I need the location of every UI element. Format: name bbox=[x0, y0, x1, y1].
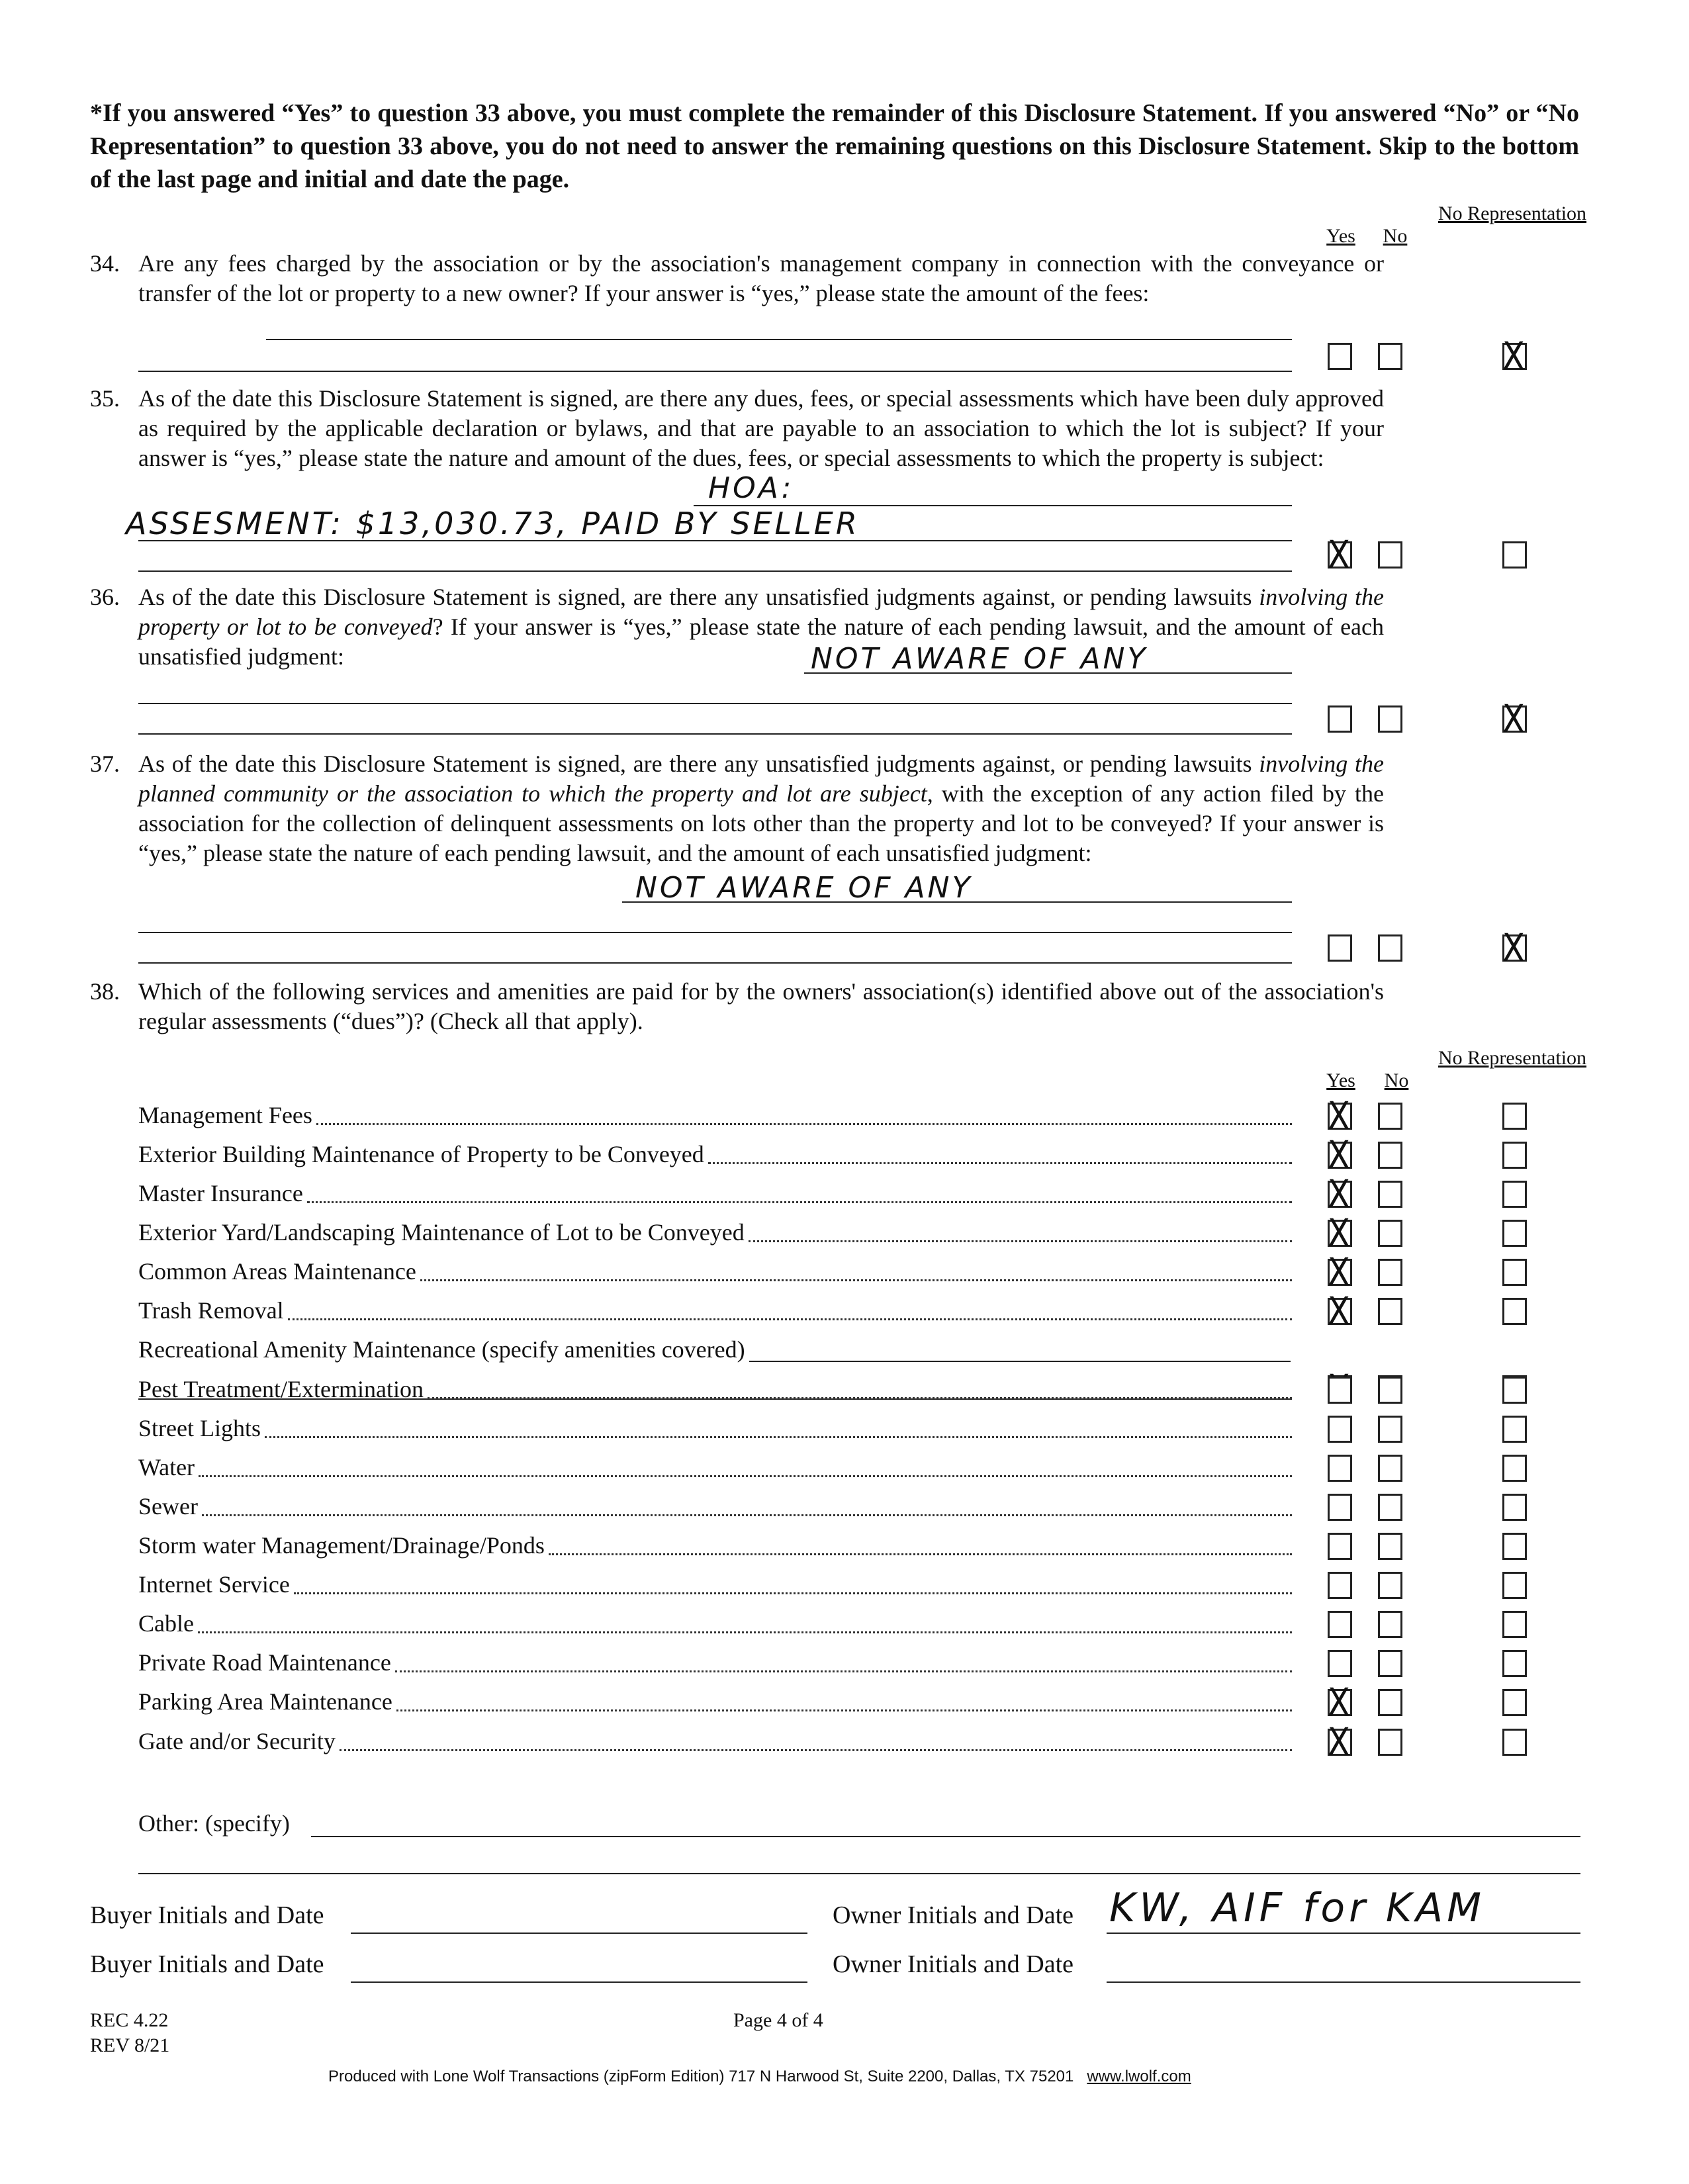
leader-dots bbox=[396, 1709, 1292, 1711]
service-label: Common Areas Maintenance bbox=[138, 1258, 416, 1285]
service-no-checkbox[interactable] bbox=[1378, 1416, 1402, 1443]
service-yes-checkbox[interactable] bbox=[1328, 1298, 1352, 1325]
service-no-representation-checkbox[interactable] bbox=[1502, 1416, 1527, 1443]
service-label: Sewer bbox=[138, 1493, 198, 1520]
buyer-initials-label: Buyer Initials and Date bbox=[90, 1950, 324, 1978]
leader-dots bbox=[428, 1397, 1292, 1399]
service-yes-checkbox[interactable] bbox=[1328, 1689, 1352, 1716]
service-no-checkbox[interactable] bbox=[1378, 1377, 1402, 1404]
col-header-no: No bbox=[1383, 225, 1408, 247]
service-label: Pest Treatment/Extermination bbox=[138, 1376, 424, 1402]
page-number: Page 4 of 4 bbox=[733, 2009, 823, 2031]
leader-dots bbox=[265, 1436, 1292, 1438]
leader-dots bbox=[420, 1279, 1292, 1281]
q34-no-checkbox[interactable] bbox=[1378, 343, 1402, 370]
service-yes-checkbox[interactable] bbox=[1328, 1611, 1352, 1638]
owner-initials-label: Owner Initials and Date bbox=[833, 1901, 1074, 1929]
col-header-no-representation: No Representation bbox=[1438, 1047, 1587, 1069]
leader-dots bbox=[294, 1592, 1292, 1594]
q34-yes-checkbox[interactable] bbox=[1328, 343, 1352, 370]
q37-yes-checkbox[interactable] bbox=[1328, 934, 1352, 962]
question-text: As of the date this Disclosure Statement is signed, are there any unsatisfied judgments against, or pending lawsuits involving the property or lot to be conveyed? If your answer is “yes,” please state the nature of each pending lawsuit, and the amount of each unsatisfied judgment: bbox=[138, 584, 1384, 670]
service-no-checkbox[interactable] bbox=[1378, 1220, 1402, 1247]
answer-line bbox=[138, 703, 1292, 704]
owner-initials-field[interactable] bbox=[1107, 1981, 1580, 1983]
service-yes-checkbox[interactable] bbox=[1328, 1533, 1352, 1560]
q35-no-checkbox[interactable] bbox=[1378, 541, 1402, 569]
service-no-representation-checkbox[interactable] bbox=[1502, 1259, 1527, 1286]
service-label: Parking Area Maintenance bbox=[138, 1688, 392, 1715]
service-no-representation-checkbox[interactable] bbox=[1502, 1650, 1527, 1677]
service-no-checkbox[interactable] bbox=[1378, 1259, 1402, 1286]
col-header-yes: Yes bbox=[1326, 1069, 1355, 1091]
question-text: Which of the following services and amenities are paid for by the owners' association(s) identified above out of the association's regular assessments (“dues”)? (Check all that apply). bbox=[138, 978, 1384, 1034]
q36-yes-checkbox[interactable] bbox=[1328, 705, 1352, 733]
answer-line bbox=[138, 570, 1292, 572]
service-no-checkbox[interactable] bbox=[1378, 1181, 1402, 1208]
service-no-representation-checkbox[interactable] bbox=[1502, 1103, 1527, 1130]
service-no-representation-checkbox[interactable] bbox=[1502, 1611, 1527, 1638]
other-specify-label: Other: (specify) bbox=[138, 1810, 290, 1837]
col-header-yes: Yes bbox=[1326, 225, 1355, 247]
service-no-checkbox[interactable] bbox=[1378, 1298, 1402, 1325]
service-no-representation-checkbox[interactable] bbox=[1502, 1533, 1527, 1560]
service-no-representation-checkbox[interactable] bbox=[1502, 1181, 1527, 1208]
q35-answer-handwritten: ASSESMENT: $13,030.73, PAID BY SELLER bbox=[126, 506, 860, 541]
amenities-specify-line bbox=[749, 1361, 1291, 1362]
form-revision: REV 8/21 bbox=[90, 2034, 170, 2056]
service-no-checkbox[interactable] bbox=[1378, 1494, 1402, 1521]
service-label: Storm water Management/Drainage/Ponds bbox=[138, 1532, 545, 1559]
service-label: Private Road Maintenance bbox=[138, 1649, 391, 1676]
service-yes-checkbox[interactable] bbox=[1328, 1103, 1352, 1130]
service-no-checkbox[interactable] bbox=[1378, 1142, 1402, 1169]
leader-dots bbox=[199, 1475, 1292, 1477]
service-label: Master Insurance bbox=[138, 1180, 303, 1206]
question-text: As of the date this Disclosure Statement is signed, are there any dues, fees, or special assessments which have been duly approved as required by the applicable declaration or bylaws, and that are payable to an association to which the lot is subject? If your answer is “yes,” please state the nature and amount of the dues, fees, or special assessments to which the property is subject: bbox=[138, 385, 1384, 471]
service-yes-checkbox[interactable] bbox=[1328, 1494, 1352, 1521]
service-label: Internet Service bbox=[138, 1571, 290, 1598]
question-number: 37. bbox=[90, 751, 120, 777]
leader-dots bbox=[307, 1201, 1292, 1203]
service-no-checkbox[interactable] bbox=[1378, 1650, 1402, 1677]
question-number: 36. bbox=[90, 584, 120, 610]
q35-answer-handwritten: HOA: bbox=[708, 471, 794, 505]
service-no-checkbox[interactable] bbox=[1378, 1533, 1402, 1560]
question-text: Are any fees charged by the association or by the association's management company in connection with the conveyance or transfer of the lot or property to a new owner? If your answer is “yes,” please state the amount of the fees: bbox=[138, 250, 1384, 306]
leader-dots bbox=[549, 1553, 1292, 1555]
service-yes-checkbox[interactable] bbox=[1328, 1729, 1352, 1756]
service-no-checkbox[interactable] bbox=[1378, 1103, 1402, 1130]
service-no-representation-checkbox[interactable] bbox=[1502, 1729, 1527, 1756]
service-no-representation-checkbox[interactable] bbox=[1502, 1220, 1527, 1247]
service-label: Exterior Yard/Landscaping Maintenance of Lot to be Conveyed bbox=[138, 1219, 745, 1246]
col-header-no: No bbox=[1384, 1069, 1409, 1091]
q37-no-representation-checkbox[interactable] bbox=[1502, 934, 1527, 962]
answer-line bbox=[138, 733, 1292, 735]
col-header-no-representation: No Representation bbox=[1438, 203, 1587, 224]
q35-yes-checkbox[interactable] bbox=[1328, 541, 1352, 569]
service-no-representation-checkbox[interactable] bbox=[1502, 1298, 1527, 1325]
answer-line bbox=[138, 371, 1292, 372]
question-number: 38. bbox=[90, 978, 120, 1005]
q36-no-representation-checkbox[interactable] bbox=[1502, 705, 1527, 733]
leader-dots bbox=[316, 1123, 1292, 1125]
owner-initials-field[interactable] bbox=[1107, 1933, 1580, 1934]
q36-no-checkbox[interactable] bbox=[1378, 705, 1402, 733]
service-label: Recreational Amenity Maintenance (specify amenities covered) bbox=[138, 1336, 745, 1363]
q34-no-representation-checkbox[interactable] bbox=[1502, 343, 1527, 370]
leader-dots bbox=[749, 1240, 1292, 1242]
q37-no-checkbox[interactable] bbox=[1378, 934, 1402, 962]
service-yes-checkbox[interactable] bbox=[1328, 1416, 1352, 1443]
other-specify-line bbox=[311, 1836, 1580, 1837]
question-number: 34. bbox=[90, 250, 120, 277]
service-yes-checkbox[interactable] bbox=[1328, 1377, 1352, 1404]
service-label: Street Lights bbox=[138, 1415, 261, 1441]
q37-answer-handwritten: NOT AWARE OF ANY bbox=[635, 871, 973, 905]
service-yes-checkbox[interactable] bbox=[1328, 1650, 1352, 1677]
buyer-initials-label: Buyer Initials and Date bbox=[90, 1901, 324, 1929]
other-specify-line bbox=[138, 1873, 1580, 1874]
service-yes-checkbox[interactable] bbox=[1328, 1455, 1352, 1482]
service-no-representation-checkbox[interactable] bbox=[1502, 1142, 1527, 1169]
answer-line bbox=[138, 932, 1292, 933]
answer-line bbox=[138, 962, 1292, 964]
service-yes-checkbox[interactable] bbox=[1328, 1220, 1352, 1247]
service-no-representation-checkbox[interactable] bbox=[1502, 1377, 1527, 1404]
owner-initials-label: Owner Initials and Date bbox=[833, 1950, 1074, 1978]
intro-instructions: *If you answered “Yes” to question 33 above, you must complete the remainder of this Disclosure Statement. If you answered “No” or “No Representation” to question 33 above, you do not need to answer the remaining questions on this Disclosure Statement. Skip to the bottom of the last page and initial and date the page. bbox=[90, 99, 1579, 193]
service-yes-checkbox[interactable] bbox=[1328, 1572, 1352, 1599]
owner-initials-handwritten: KW, AIF for KAM bbox=[1109, 1885, 1485, 1931]
service-label: Gate and/or Security bbox=[138, 1728, 336, 1754]
service-yes-checkbox[interactable] bbox=[1328, 1259, 1352, 1286]
form-code: REC 4.22 bbox=[90, 2009, 169, 2031]
service-yes-checkbox[interactable] bbox=[1328, 1142, 1352, 1169]
buyer-initials-field[interactable] bbox=[351, 1933, 807, 1934]
service-no-checkbox[interactable] bbox=[1378, 1572, 1402, 1599]
question-text: As of the date this Disclosure Statement is signed, are there any unsatisfied judgments against, or pending lawsuits involving the planned community or the association to which the property and lot are subject, with the exception of any action filed by the association for the collection of delinquent assessments on lots other than the property and lot to be conveyed? If your answer is “yes,” please state the nature of each pending lawsuit, and the amount of each unsatisfied judgment: bbox=[138, 751, 1384, 866]
q36-answer-handwritten: NOT AWARE OF ANY bbox=[811, 642, 1148, 676]
service-label: Water bbox=[138, 1454, 195, 1480]
leader-dots bbox=[395, 1670, 1292, 1672]
lwolf-link[interactable]: www.lwolf.com bbox=[1087, 2068, 1191, 2085]
service-no-representation-checkbox[interactable] bbox=[1502, 1494, 1527, 1521]
service-label: Trash Removal bbox=[138, 1297, 284, 1324]
service-no-checkbox[interactable] bbox=[1378, 1689, 1402, 1716]
service-label: Exterior Building Maintenance of Property to be Conveyed bbox=[138, 1141, 704, 1167]
leader-dots bbox=[340, 1749, 1292, 1751]
q35-no-representation-checkbox[interactable] bbox=[1502, 541, 1527, 569]
service-no-checkbox[interactable] bbox=[1378, 1455, 1402, 1482]
buyer-initials-field[interactable] bbox=[351, 1981, 807, 1983]
service-no-representation-checkbox[interactable] bbox=[1502, 1572, 1527, 1599]
service-no-representation-checkbox[interactable] bbox=[1502, 1455, 1527, 1482]
leader-dots bbox=[708, 1162, 1292, 1164]
leader-dots bbox=[288, 1318, 1292, 1320]
produced-by-text: Produced with Lone Wolf Transactions (zipForm Edition) 717 N Harwood St, Suite 2200, Dallas, TX 75201 www.lwolf.com bbox=[328, 2068, 1191, 2085]
leader-dots bbox=[202, 1514, 1292, 1516]
answer-line bbox=[266, 339, 1292, 340]
service-no-checkbox[interactable] bbox=[1378, 1729, 1402, 1756]
leader-dots bbox=[198, 1631, 1292, 1633]
service-no-checkbox[interactable] bbox=[1378, 1611, 1402, 1638]
service-label: Cable bbox=[138, 1610, 194, 1637]
service-no-representation-checkbox[interactable] bbox=[1502, 1689, 1527, 1716]
question-number: 35. bbox=[90, 385, 120, 412]
service-yes-checkbox[interactable] bbox=[1328, 1181, 1352, 1208]
service-label: Management Fees bbox=[138, 1102, 312, 1128]
